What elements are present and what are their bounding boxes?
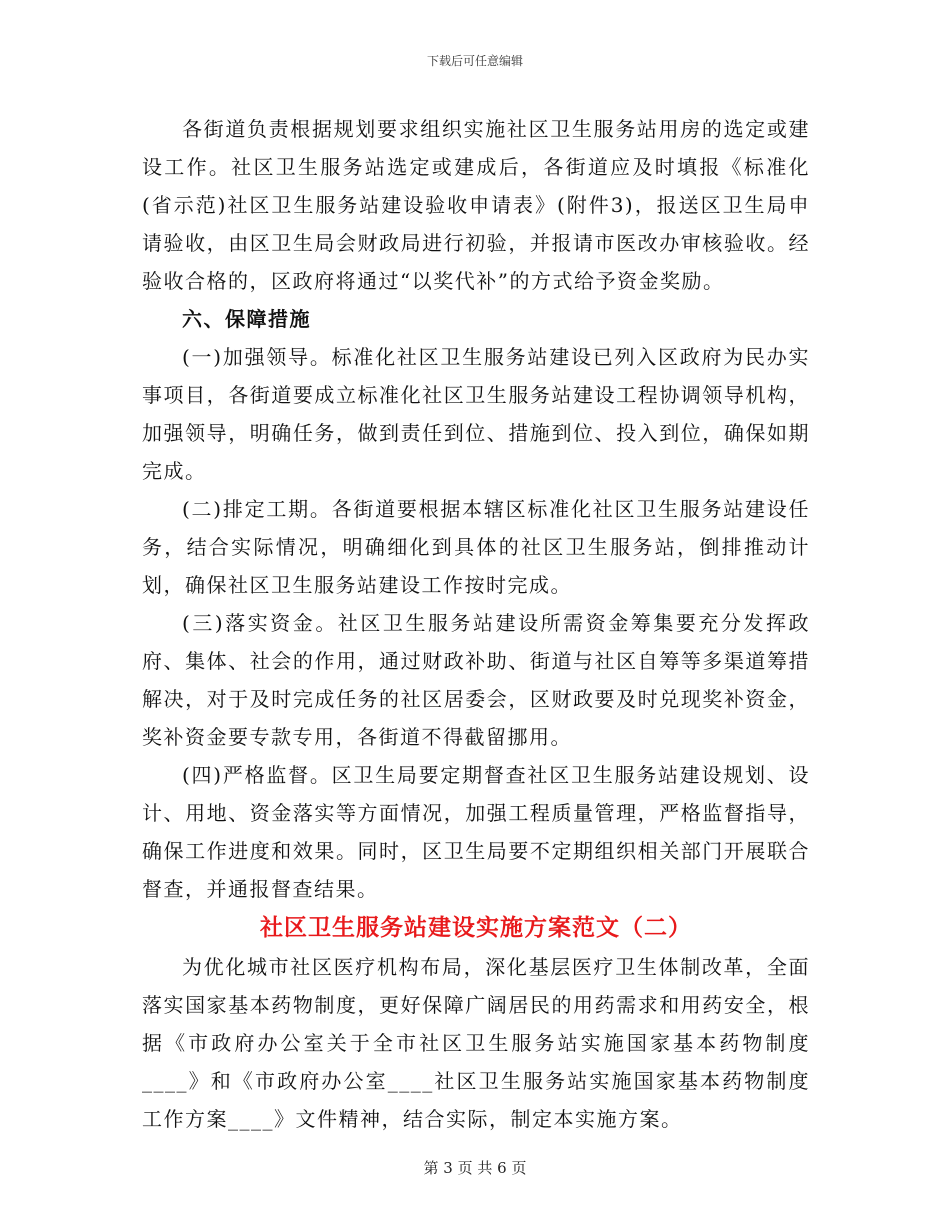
paragraph-acceptance: 各街道负责根据规划要求组织实施社区卫生服务站用房的选定或建设工作。社区卫生服务站选定或建成后，各街道应及时填报《标准化(省示范)社区卫生服务站建设验收申请表》(附件3)，报送区卫生局申请验收，由区卫生局会财政局进行初验，并报请市医改办审核验收。经验收合格的，区政府将通过“以奖代补”的方式给予资金奖励。 xyxy=(142,117,810,293)
paragraph-schedule: (二)排定工期。各街道要根据本辖区标准化社区卫生服务站建设任务，结合实际情况，明确细化到具体的社区卫生服务站，倒排推动计划，确保社区卫生服务站建设工作按时完成。 xyxy=(142,497,810,597)
document-body xyxy=(142,110,810,1138)
paragraph-funding: (三)落实资金。社区卫生服务站建设所需资金筹集要充分发挥政府、集体、社会的作用，通过财政补助、街道与社区自筹等多渠道筹措解决，对于及时完成任务的社区居委会，区财政要及时兑现奖补资金，奖补资金要专款专用，各街道不得截留挪用。 xyxy=(142,611,810,749)
paragraph-leadership: (一)加强领导。标准化社区卫生服务站建设已列入区政府为民办实事项目，各街道要成立标准化社区卫生服务站建设工程协调领导机构，加强领导，明确任务，做到责任到位、措施到位、投入到位，确保如期完成。 xyxy=(142,345,810,483)
section-heading-safeguards: 六、保障措施 xyxy=(182,307,311,331)
document-title-2: 社区卫生服务站建设实施方案范文（二） xyxy=(260,914,692,941)
page-header: 下载后可任意编辑 xyxy=(426,54,523,68)
paragraph-supervision: (四)严格监督。区卫生局要定期督查社区卫生服务站建设规划、设计、用地、资金落实等方面情况，加强工程质量管理，严格监督指导，确保工作进度和效果。同时，区卫生局要不定期组织相关部门开展联合督查，并通报督查结果。 xyxy=(142,763,810,901)
paragraph-intro-2: 为优化城市社区医疗机构布局，深化基层医疗卫生体制改革，全面落实国家基本药物制度，更好保障广阔居民的用药需求和用药安全，根据《市政府办公室关于全市社区卫生服务站实施国家基本药物制度____》和《市政府办公室____社区卫生服务站实施国家基本药物制度工作方案____》文件精神，结合实际，制定本实施方案。 xyxy=(142,955,810,1131)
page-footer: 第 3 页 共 6 页 xyxy=(423,1159,527,1177)
